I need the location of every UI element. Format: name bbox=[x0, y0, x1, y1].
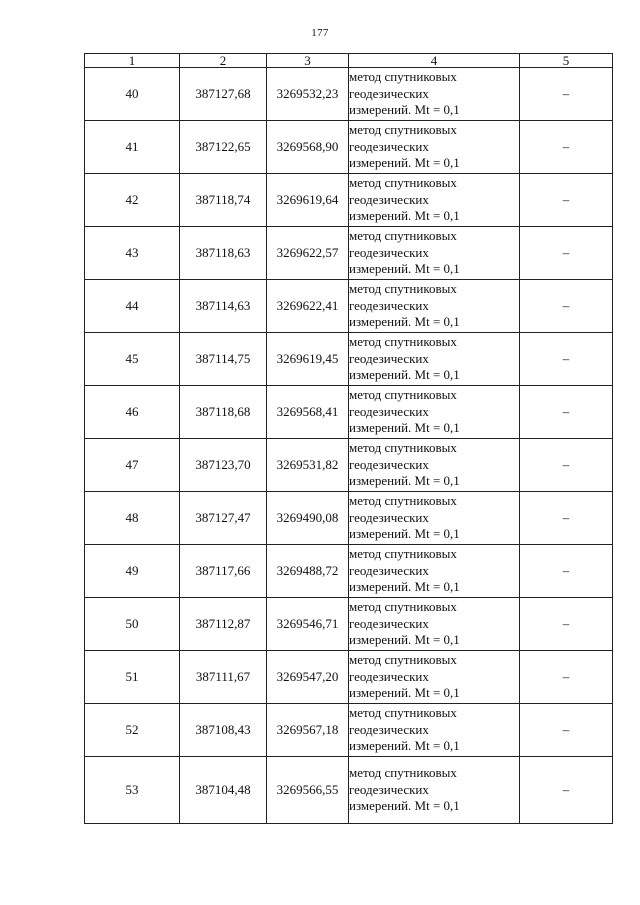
method-line: геодезических bbox=[349, 297, 429, 313]
point-number-cell: 48 bbox=[85, 492, 180, 545]
y-coordinate-cell: 3269532,23 bbox=[267, 68, 349, 121]
method-cell bbox=[349, 757, 520, 824]
table-row bbox=[85, 651, 613, 704]
note-cell: – bbox=[520, 757, 613, 824]
y-coordinate-cell: 3269568,41 bbox=[267, 386, 349, 439]
column-header-4: 4 bbox=[349, 54, 520, 68]
note-cell: – bbox=[520, 68, 613, 121]
method-line: измерений. Mt = 0,1 bbox=[349, 685, 460, 701]
y-coordinate-cell: 3269547,20 bbox=[267, 651, 349, 704]
method-cell bbox=[349, 704, 520, 757]
point-number-cell: 52 bbox=[85, 704, 180, 757]
method-line: геодезических bbox=[349, 191, 429, 207]
method-line: измерений. Mt = 0,1 bbox=[349, 208, 460, 224]
y-coordinate-cell: 3269568,90 bbox=[267, 121, 349, 174]
point-number-cell: 51 bbox=[85, 651, 180, 704]
method-cell bbox=[349, 68, 520, 121]
method-line: метод спутниковых bbox=[349, 705, 457, 721]
method-line: геодезических bbox=[349, 138, 429, 154]
method-line: измерений. Mt = 0,1 bbox=[349, 155, 460, 171]
point-number-cell: 40 bbox=[85, 68, 180, 121]
table-row bbox=[85, 121, 613, 174]
method-line: метод спутниковых bbox=[349, 546, 457, 562]
x-coordinate-cell: 387123,70 bbox=[180, 439, 267, 492]
x-coordinate-cell: 387112,87 bbox=[180, 598, 267, 651]
note-cell: – bbox=[520, 280, 613, 333]
method-cell bbox=[349, 333, 520, 386]
method-line: метод спутниковых bbox=[349, 440, 457, 456]
method-line: метод спутниковых bbox=[349, 228, 457, 244]
method-line: метод спутниковых bbox=[349, 122, 457, 138]
method-line: геодезических bbox=[349, 350, 429, 366]
x-coordinate-cell: 387114,63 bbox=[180, 280, 267, 333]
method-cell bbox=[349, 386, 520, 439]
column-header-3: 3 bbox=[267, 54, 349, 68]
method-line: измерений. Mt = 0,1 bbox=[349, 367, 460, 383]
method-cell bbox=[349, 280, 520, 333]
y-coordinate-cell: 3269488,72 bbox=[267, 545, 349, 598]
table-row bbox=[85, 598, 613, 651]
point-number-cell: 44 bbox=[85, 280, 180, 333]
x-coordinate-cell: 387118,68 bbox=[180, 386, 267, 439]
method-line: измерений. Mt = 0,1 bbox=[349, 261, 460, 277]
method-line: измерений. Mt = 0,1 bbox=[349, 314, 460, 330]
method-line: геодезических bbox=[349, 721, 429, 737]
method-cell bbox=[349, 651, 520, 704]
column-header-2: 2 bbox=[180, 54, 267, 68]
point-number-cell: 50 bbox=[85, 598, 180, 651]
note-cell: – bbox=[520, 227, 613, 280]
method-line: метод спутниковых bbox=[349, 334, 457, 350]
table-row bbox=[85, 704, 613, 757]
y-coordinate-cell: 3269622,57 bbox=[267, 227, 349, 280]
method-line: геодезических bbox=[349, 456, 429, 472]
point-number-cell: 43 bbox=[85, 227, 180, 280]
table-row bbox=[85, 333, 613, 386]
method-cell bbox=[349, 598, 520, 651]
method-cell bbox=[349, 174, 520, 227]
point-number-cell: 47 bbox=[85, 439, 180, 492]
method-line: геодезических bbox=[349, 403, 429, 419]
method-line: геодезических bbox=[349, 85, 429, 101]
note-cell: – bbox=[520, 704, 613, 757]
y-coordinate-cell: 3269622,41 bbox=[267, 280, 349, 333]
x-coordinate-cell: 387127,68 bbox=[180, 68, 267, 121]
method-cell bbox=[349, 227, 520, 280]
method-line: измерений. Mt = 0,1 bbox=[349, 738, 460, 754]
table-row bbox=[85, 545, 613, 598]
x-coordinate-cell: 387127,47 bbox=[180, 492, 267, 545]
method-cell bbox=[349, 439, 520, 492]
point-number-cell: 46 bbox=[85, 386, 180, 439]
point-number-cell: 42 bbox=[85, 174, 180, 227]
header-row bbox=[85, 54, 613, 68]
method-line: геодезических bbox=[349, 244, 429, 260]
point-number-cell: 45 bbox=[85, 333, 180, 386]
table-row bbox=[85, 386, 613, 439]
method-line: измерений. Mt = 0,1 bbox=[349, 798, 460, 814]
method-line: измерений. Mt = 0,1 bbox=[349, 526, 460, 542]
page-number: 177 bbox=[311, 27, 329, 39]
method-line: измерений. Mt = 0,1 bbox=[349, 473, 460, 489]
method-line: измерений. Mt = 0,1 bbox=[349, 632, 460, 648]
method-line: метод спутниковых bbox=[349, 652, 457, 668]
note-cell: – bbox=[520, 598, 613, 651]
method-line: геодезических bbox=[349, 615, 429, 631]
method-cell bbox=[349, 121, 520, 174]
method-line: метод спутниковых bbox=[349, 765, 457, 781]
table-row bbox=[85, 757, 613, 824]
point-number-cell: 41 bbox=[85, 121, 180, 174]
method-cell bbox=[349, 545, 520, 598]
point-number-cell: 53 bbox=[85, 757, 180, 824]
method-line: измерений. Mt = 0,1 bbox=[349, 102, 460, 118]
x-coordinate-cell: 387114,75 bbox=[180, 333, 267, 386]
method-line: геодезических bbox=[349, 562, 429, 578]
y-coordinate-cell: 3269619,45 bbox=[267, 333, 349, 386]
x-coordinate-cell: 387122,65 bbox=[180, 121, 267, 174]
table-row bbox=[85, 280, 613, 333]
x-coordinate-cell: 387118,63 bbox=[180, 227, 267, 280]
table-header bbox=[85, 54, 613, 68]
table-body bbox=[85, 68, 613, 824]
note-cell: – bbox=[520, 333, 613, 386]
note-cell: – bbox=[520, 439, 613, 492]
column-header-5: 5 bbox=[520, 54, 613, 68]
table-row bbox=[85, 174, 613, 227]
method-cell bbox=[349, 492, 520, 545]
note-cell: – bbox=[520, 174, 613, 227]
coordinates-table bbox=[84, 53, 613, 824]
table-row bbox=[85, 68, 613, 121]
y-coordinate-cell: 3269531,82 bbox=[267, 439, 349, 492]
method-line: измерений. Mt = 0,1 bbox=[349, 579, 460, 595]
y-coordinate-cell: 3269566,55 bbox=[267, 757, 349, 824]
x-coordinate-cell: 387117,66 bbox=[180, 545, 267, 598]
table-row bbox=[85, 439, 613, 492]
method-line: геодезических bbox=[349, 668, 429, 684]
method-line: метод спутниковых bbox=[349, 175, 457, 191]
method-line: метод спутниковых bbox=[349, 387, 457, 403]
method-line: метод спутниковых bbox=[349, 69, 457, 85]
x-coordinate-cell: 387111,67 bbox=[180, 651, 267, 704]
point-number-cell: 49 bbox=[85, 545, 180, 598]
table-row bbox=[85, 227, 613, 280]
note-cell: – bbox=[520, 545, 613, 598]
method-line: метод спутниковых bbox=[349, 493, 457, 509]
method-line: метод спутниковых bbox=[349, 599, 457, 615]
y-coordinate-cell: 3269490,08 bbox=[267, 492, 349, 545]
y-coordinate-cell: 3269546,71 bbox=[267, 598, 349, 651]
y-coordinate-cell: 3269567,18 bbox=[267, 704, 349, 757]
x-coordinate-cell: 387118,74 bbox=[180, 174, 267, 227]
note-cell: – bbox=[520, 651, 613, 704]
column-header-1: 1 bbox=[85, 54, 180, 68]
method-line: геодезических bbox=[349, 509, 429, 525]
x-coordinate-cell: 387108,43 bbox=[180, 704, 267, 757]
method-line: измерений. Mt = 0,1 bbox=[349, 420, 460, 436]
table-row bbox=[85, 492, 613, 545]
method-line: геодезических bbox=[349, 781, 429, 797]
method-line: метод спутниковых bbox=[349, 281, 457, 297]
note-cell: – bbox=[520, 492, 613, 545]
y-coordinate-cell: 3269619,64 bbox=[267, 174, 349, 227]
note-cell: – bbox=[520, 386, 613, 439]
x-coordinate-cell: 387104,48 bbox=[180, 757, 267, 824]
note-cell: – bbox=[520, 121, 613, 174]
